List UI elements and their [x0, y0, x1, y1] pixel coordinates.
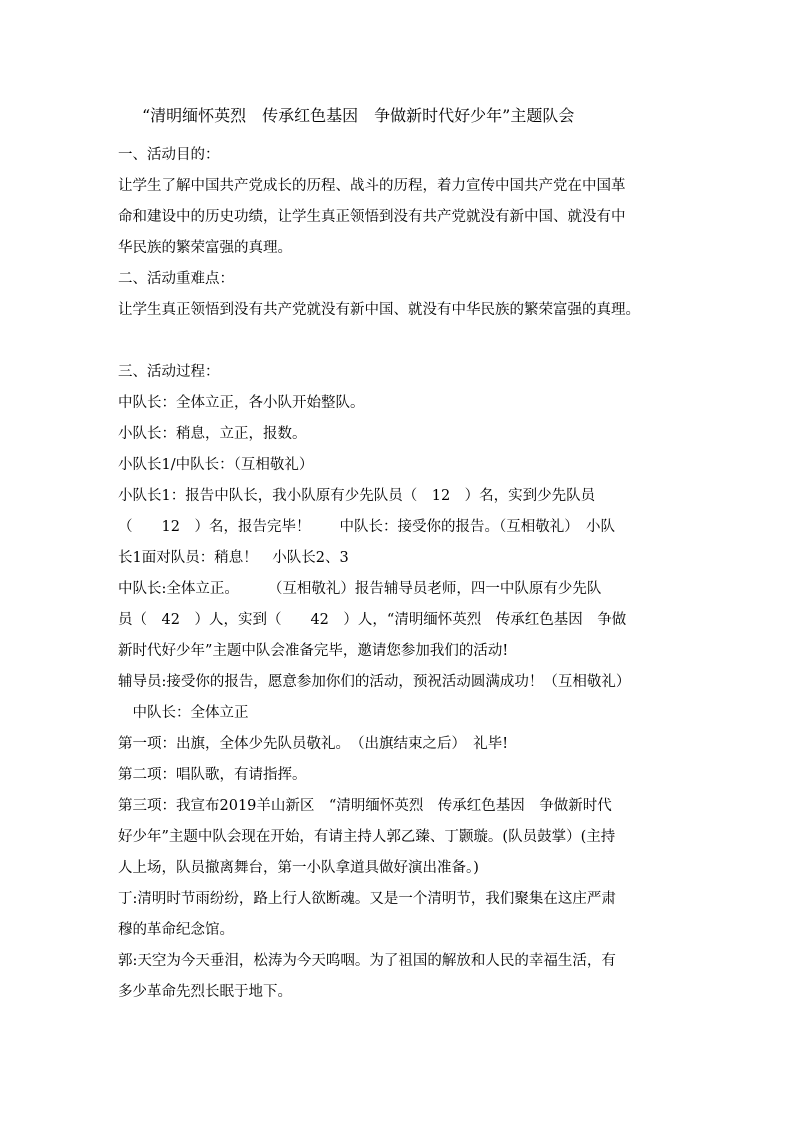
text-line: 小队长：稍息，立正，报数。: [118, 426, 307, 442]
text-line: 员（ 42 ）人，实到（ 42 ）人，“清明缅怀英烈 传承红色基因 争做: [118, 612, 627, 628]
text-line: 中队长：全体立正，各小队开始整队。: [118, 395, 365, 411]
text-line: 多少革命先烈长眠于地下。: [118, 984, 292, 1000]
text-line: 第三项：我宣布2019羊山新区 “清明缅怀英烈 传承红色基因 争做新时代: [118, 798, 612, 814]
text-line: 小队长1：报告中队长，我小队原有少先队员（ 12 ）名，实到少先队员: [118, 488, 596, 504]
text-line: 长1面对队员：稍息！ 小队长2、3: [118, 550, 349, 566]
text-line: 第二项：唱队歌，有请指挥。: [118, 767, 307, 783]
text-line: 让学生了解中国共产党成长的历程、战斗的历程，着力宣传中国共产党在中国革: [118, 178, 626, 194]
text-line: 新时代好少年”主题中队会准备完毕，邀请您参加我们的活动!: [118, 643, 509, 659]
text-line: 让学生真正领悟到没有共产党就没有新中国、就没有中华民族的繁荣富强的真理。: [118, 302, 640, 318]
text-line: 中队长:全体立正。 （互相敬礼）报告辅导员老师，四一中队原有少先队: [118, 581, 602, 597]
text-line: 好少年”主题中队会现在开始，有请主持人郭乙臻、丁颢璇。(队员鼓掌）(主持: [118, 829, 616, 845]
text-line: 三、活动过程：: [118, 364, 220, 380]
text-line: 郭:天空为今天垂泪，松涛为今天呜咽。为了祖国的解放和人民的幸福生活，有: [118, 953, 616, 969]
text-line: 华民族的繁荣富强的真理。: [118, 240, 292, 256]
text-line: 二、活动重难点：: [118, 271, 234, 287]
document-title: “清明缅怀英烈 传承红色基因 争做新时代好少年”主题队会: [142, 106, 575, 125]
document-body: [118, 140, 680, 1008]
text-line: 辅导员:接受你的报告，愿意参加你们的活动，预祝活动圆满成功！（互相敬礼）: [118, 674, 631, 690]
text-line: 命和建设中的历史功绩，让学生真正领悟到没有共产党就没有新中国、就没有中: [118, 209, 626, 225]
text-line: 穆的革命纪念馆。: [118, 922, 234, 938]
text-line: 第一项：出旗，全体少先队员敬礼。 （出旗结束之后） 礼毕!: [118, 736, 509, 752]
text-line: 小队长1/中队长：（互相敬礼）: [118, 457, 314, 473]
text-line: 丁:清明时节雨纷纷，路上行人欲断魂。又是一个清明节，我们聚集在这庄严肃: [118, 891, 616, 907]
text-line: （ 12 ）名，报告完毕！ 中队长：接受你的报告。（互相敬礼） 小队: [118, 519, 615, 535]
blank-line: [118, 326, 680, 357]
text-line: 中队长：全体立正: [118, 705, 249, 721]
text-line: 人上场，队员撤离舞台，第一小队拿道具做好演出准备。): [118, 860, 479, 876]
text-line: 一、活动目的：: [118, 147, 220, 163]
